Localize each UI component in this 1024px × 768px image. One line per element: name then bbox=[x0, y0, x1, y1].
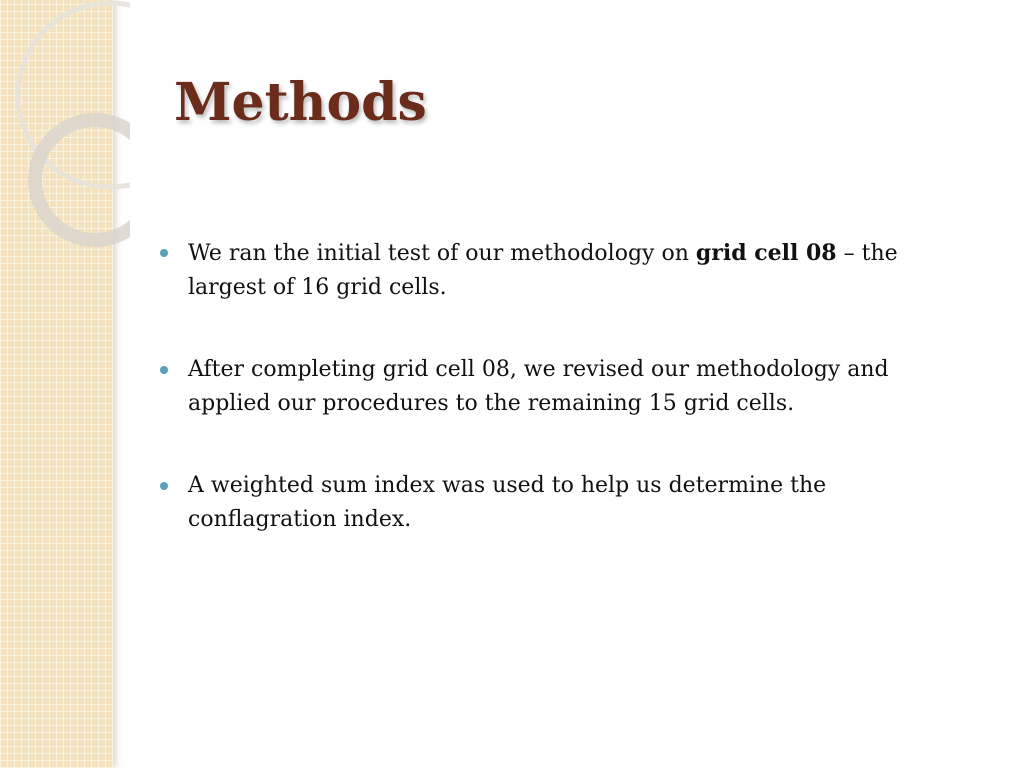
bullet-marker bbox=[160, 366, 168, 374]
bullet-marker bbox=[160, 249, 168, 257]
bullet-marker bbox=[160, 482, 168, 490]
bullet-item bbox=[160, 469, 970, 537]
bullet-text: After completing grid cell 08, we revised our methodology and applied our procedures to the remaining 15 grid cells. bbox=[188, 357, 889, 416]
bullet-list bbox=[160, 236, 970, 585]
bullet-text-start: We ran the initial test of our methodology on bbox=[188, 241, 696, 266]
bullet-text-bold: grid cell 08 bbox=[695, 240, 837, 266]
bullet-text-end: – the largest of 16 grid cells. bbox=[188, 241, 898, 300]
page-title: Methods bbox=[174, 72, 427, 133]
bullet-text: A weighted sum index was used to help us determine the conflagration index. bbox=[188, 473, 827, 532]
side-panel-decoration bbox=[0, 0, 113, 768]
bullet-item bbox=[160, 353, 970, 421]
bullet-item bbox=[160, 236, 970, 305]
